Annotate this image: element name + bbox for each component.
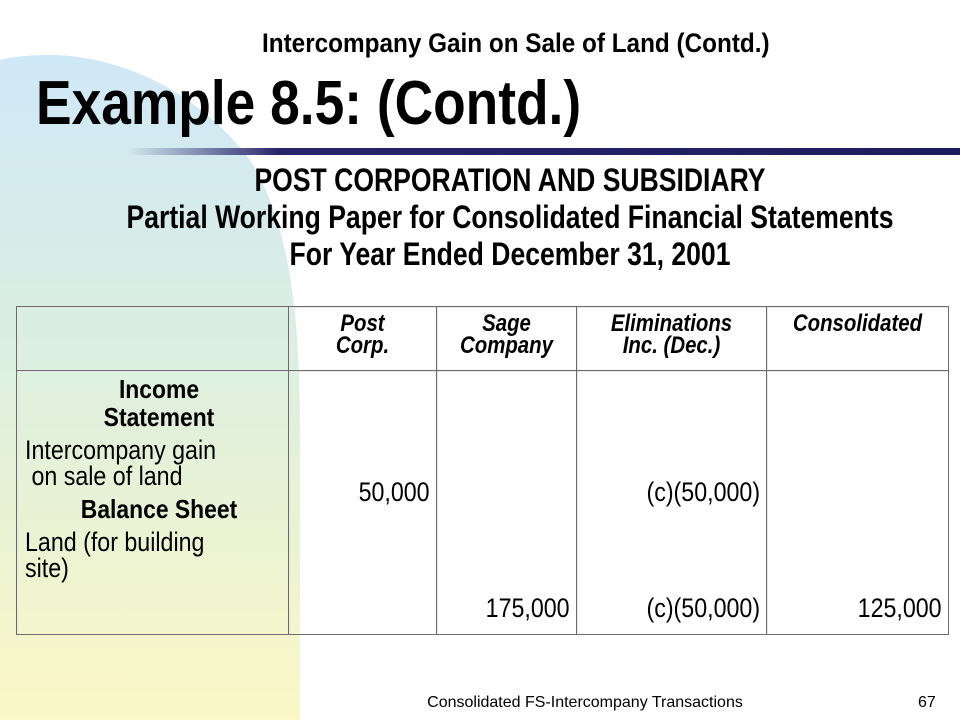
column-header-post-line1: Post [340,310,385,337]
label-cell [17,371,289,635]
column-header-post-line2: Corp. [335,332,390,359]
value-sage-land: 175,000 [486,593,570,623]
eliminations-cell [577,371,767,635]
value-eliminations-gain: (c)(50,000) [646,477,760,507]
column-header-sage-line2: Company [460,332,553,359]
statement-header [40,162,960,273]
section-heading-income-line2: Statement [103,402,215,432]
header-cell-blank [17,307,289,371]
line-item-land-line1: Land (for building [25,527,205,557]
title-divider [128,148,960,155]
sage-cell [437,371,577,635]
column-header-eliminations-line2: Inc. (Dec.) [622,332,721,359]
consolidated-cell [767,371,949,635]
post-cell [289,371,437,635]
header-cell-eliminations [577,307,767,371]
line-item-gain-line1: Intercompany gain [25,435,217,465]
statement-period: For Year Ended December 31, 2001 [289,236,731,272]
statement-description: Partial Working Paper for Consolidated Financial Statements [126,199,894,235]
value-post-gain: 50,000 [358,477,430,507]
header-cell-sage [437,307,577,371]
slide-subtitle: Intercompany Gain on Sale of Land (Contd.) [262,28,770,58]
line-item-gain-line2: on sale of land [25,461,183,491]
value-eliminations-land: (c)(50,000) [646,593,760,623]
company-name: POST CORPORATION AND SUBSIDIARY [254,162,766,198]
value-consolidated-land: 125,000 [858,593,942,623]
header-cell-consolidated [767,307,949,371]
header-cell-post [289,307,437,371]
column-header-sage-line1: Sage [482,310,531,337]
line-item-land-line2: site) [25,553,69,583]
page-number: 67 [918,694,936,711]
slide-title: Example 8.5: (Contd.) [36,69,582,138]
footer-title: Consolidated FS-Intercompany Transactions [427,694,743,711]
column-header-consolidated: Consolidated [792,310,923,337]
working-paper-table [16,306,949,635]
column-header-eliminations-line1: Eliminations [610,310,733,337]
section-heading-income-line1: Income [118,374,200,404]
table-header-row [17,307,949,371]
section-heading-balance-sheet: Balance Sheet [80,494,238,524]
table-body-row [17,371,949,635]
